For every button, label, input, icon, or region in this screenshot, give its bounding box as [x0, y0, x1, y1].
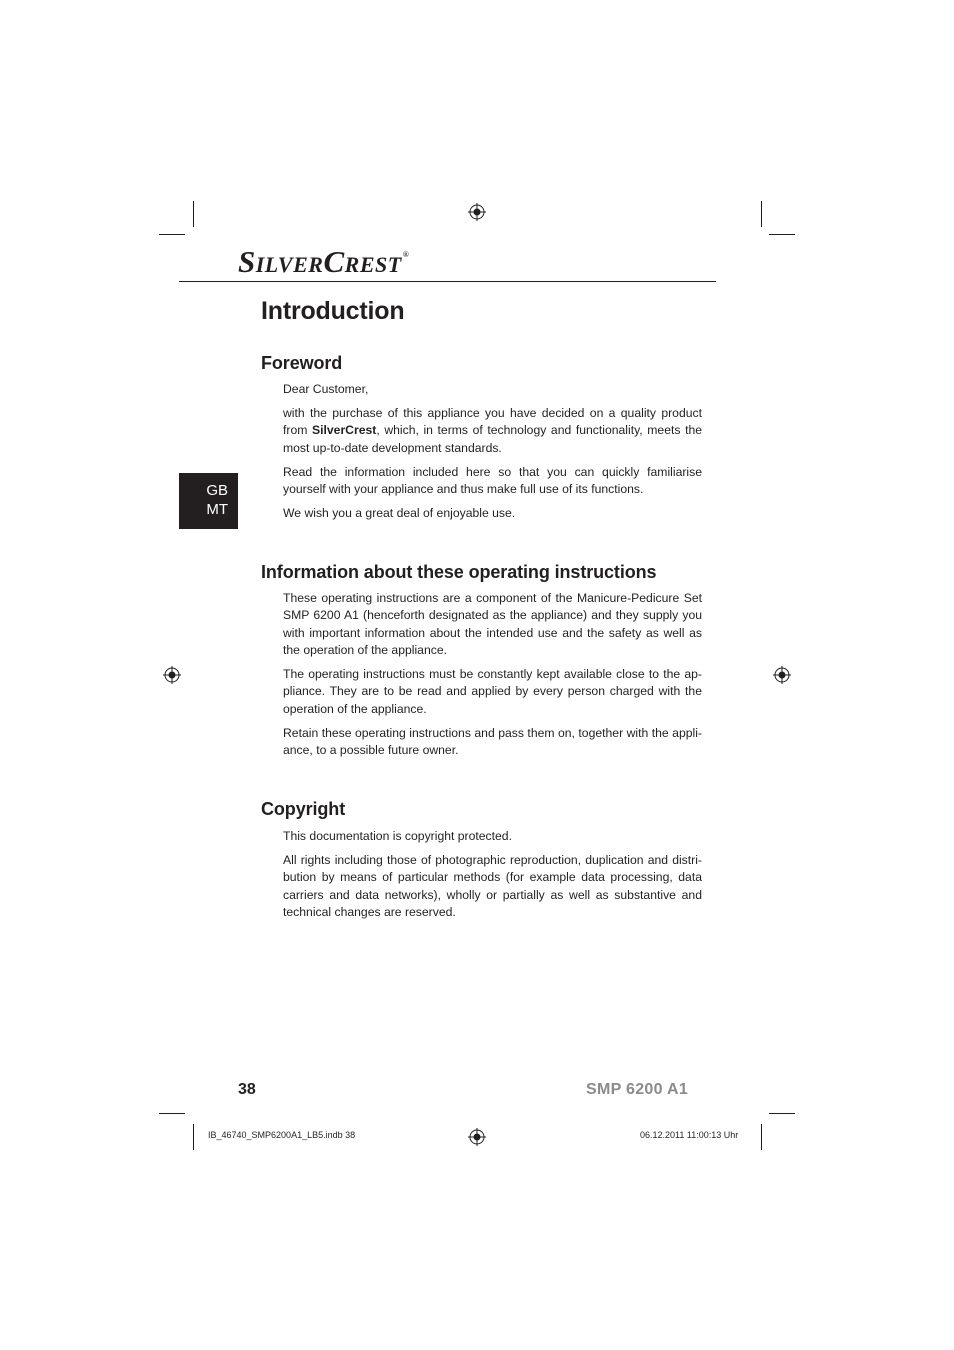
- crop-mark: [761, 1124, 762, 1150]
- header-rule: [179, 281, 716, 282]
- brand-logo: [238, 244, 409, 280]
- paragraph: The operating instructions must be constantly kept available close to the ap-pliance. They are to be read and applied by every person charged with the operation of the appliance.: [283, 667, 702, 716]
- language-tab: [179, 473, 238, 529]
- language-code: MT: [206, 501, 228, 518]
- page-number: 38: [238, 1081, 256, 1098]
- model-number: SMP 6200 A1: [586, 1081, 689, 1098]
- paragraph: We wish you a great deal of enjoyable use.: [283, 506, 516, 520]
- paragraph: All rights including those of photographic reproduction, duplication and distri-bution by means of particular methods (for example data processing, data carriers and data networks), wholly or partially as well as substantive and technical changes are reserved.: [283, 853, 702, 919]
- registration-mark-icon: [468, 203, 486, 221]
- paragraph: Retain these operating instructions and pass them on, together with the appli-ance, to a possible future owner.: [283, 726, 702, 758]
- registration-mark-icon: [773, 666, 791, 684]
- paragraph: These operating instructions are a component of the Manicure-Pedicure Set SMP 6200 A1 (henceforth designated as the appliance) and they supply you with important information about the intended use and the safety as well as the operation of the appliance.: [283, 591, 702, 657]
- section-heading-operating-instructions: Information about these operating instructions: [261, 562, 657, 582]
- registration-mark-icon: [163, 666, 181, 684]
- language-code: GB: [206, 482, 228, 499]
- logo-letters: REST: [344, 252, 402, 277]
- registered-mark: ®: [402, 250, 410, 259]
- crop-mark: [769, 1113, 795, 1114]
- file-slug: IB_46740_SMP6200A1_LB5.indb 38: [208, 1130, 356, 1140]
- crop-mark: [159, 1113, 185, 1114]
- registration-mark-icon: [468, 1128, 486, 1146]
- crop-mark: [769, 234, 795, 235]
- logo-letter: C: [323, 244, 345, 279]
- paragraph: Dear Customer,: [283, 382, 369, 396]
- crop-mark: [159, 234, 185, 235]
- paragraph-text: with the purchase of this appliance you have decided on a quality product from: [283, 406, 702, 438]
- logo-letters: ILVER: [255, 252, 324, 277]
- paragraph: Read the information included here so that you can quickly familiarise yourself with your appliance and thus make full use of its functions.: [283, 465, 702, 497]
- page-title: Introduction: [261, 297, 405, 325]
- paragraph: [283, 405, 702, 457]
- section-heading-copyright: Copyright: [261, 799, 346, 819]
- paragraph: This documentation is copyright protected.: [283, 829, 512, 843]
- crop-mark: [193, 201, 194, 227]
- logo-letter: S: [238, 244, 256, 279]
- paragraph-text: , which, in terms of technology and functionality, meets the most up-to-date development standards.: [283, 423, 703, 455]
- brand-name: SilverCrest: [311, 423, 377, 438]
- date-slug: 06.12.2011 11:00:13 Uhr: [640, 1130, 739, 1140]
- crop-mark: [193, 1124, 194, 1150]
- crop-mark: [761, 201, 762, 227]
- section-heading-foreword: Foreword: [261, 353, 343, 373]
